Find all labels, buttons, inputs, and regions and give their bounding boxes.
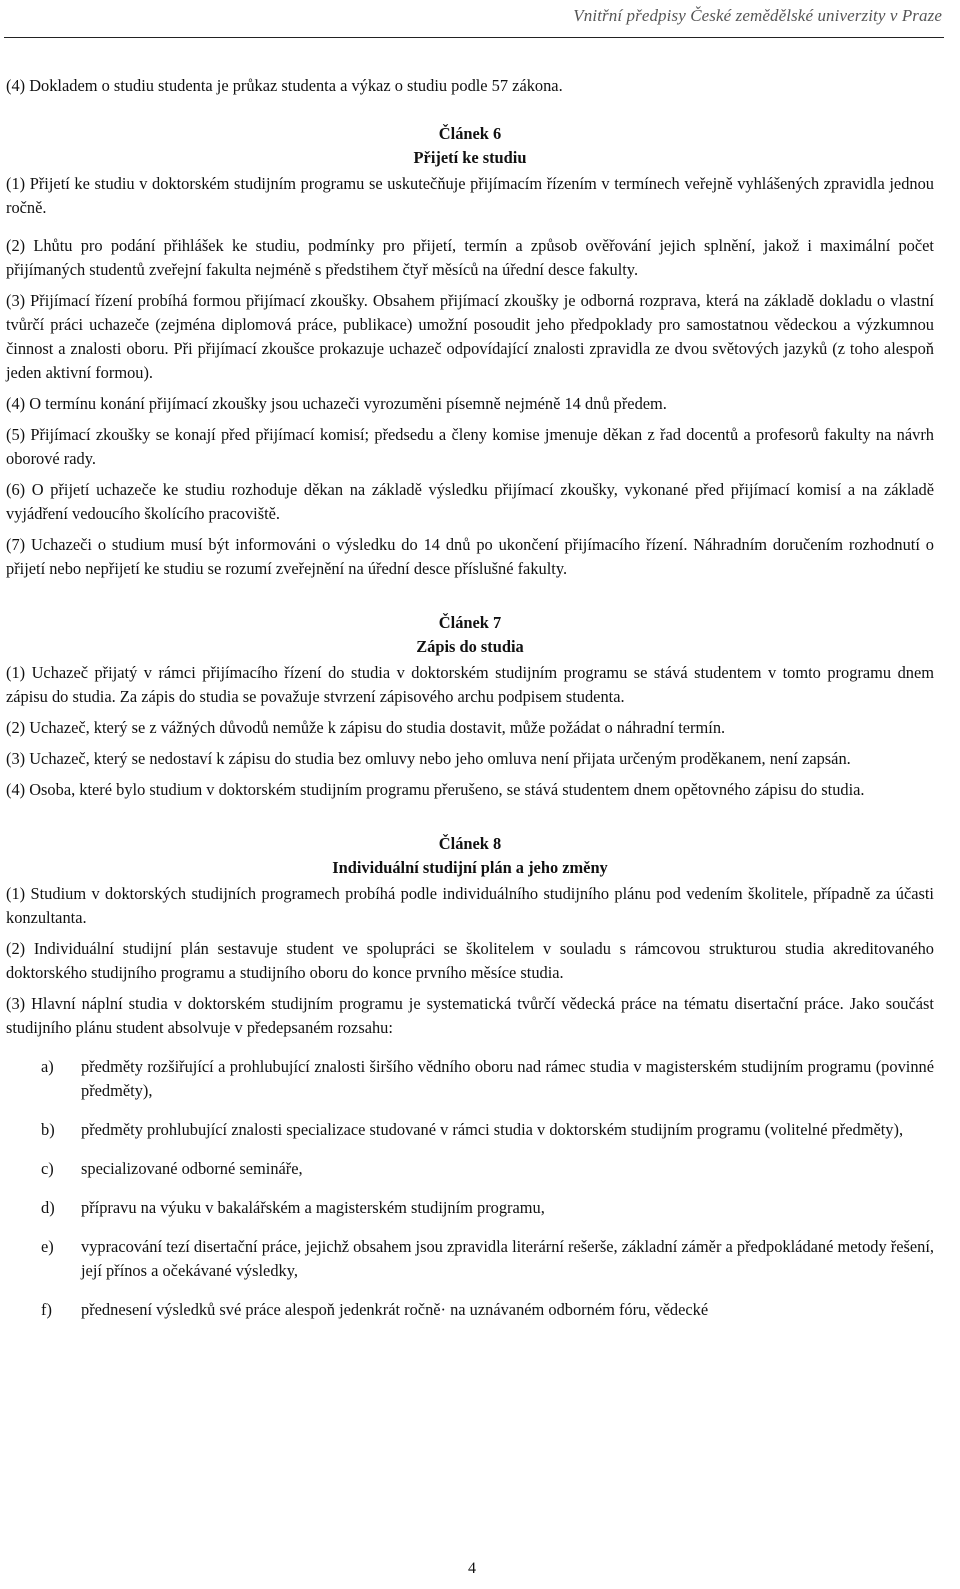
paragraph: (5) Přijímací zkoušky se konají před přijímací komisí; předsedu a členy komise jmenuje děkan z řad docentů a profesorů fakulty na návrh oborové rady. bbox=[6, 425, 934, 468]
article-title: Přijetí ke studiu bbox=[413, 148, 527, 167]
paragraph: (7) Uchazeči o studium musí být informováni o výsledku do 14 dnů po ukončení přijímacího řízení. Náhradním doručením rozhodnutí o přijetí nebo nepřijetí ke studiu se rozumí zveřejnění na úřední desce příslušné fakulty. bbox=[6, 535, 934, 578]
article-title: Individuální studijní plán a jeho změny bbox=[332, 858, 608, 877]
header-divider bbox=[4, 37, 944, 38]
paragraph: (3) Uchazeč, který se nedostaví k zápisu do studia bez omluvy nebo jeho omluva není přijata určeným proděkanem, není zapsán. bbox=[6, 749, 851, 768]
list-item-text: specializované odborné semináře, bbox=[81, 1159, 303, 1178]
list-marker: f) bbox=[41, 1300, 52, 1319]
running-header: Vnitřní předpisy České zemědělské univerzity v Praze bbox=[573, 6, 942, 25]
article-heading: Článek 6 bbox=[438, 124, 502, 143]
article-7 bbox=[6, 611, 934, 802]
article-title: Zápis do studia bbox=[416, 637, 524, 656]
list-item-text: vypracování tezí disertační práce, jejichž obsahem jsou zpravidla literární rešerše, základní záměr a předpokládané metody řešení, její přínos a očekávané výsledky, bbox=[81, 1237, 934, 1280]
list-item bbox=[6, 1055, 934, 1103]
list-item-text: předměty rozšiřující a prohlubující znalosti širšího vědního oboru nad rámec studia v magisterském studijním programu (povinné předměty), bbox=[81, 1057, 934, 1100]
list-item-text: přednesení výsledků své práce alespoň jedenkrát ročně· na uznávaném odborném fóru, vědecké bbox=[81, 1300, 709, 1319]
paragraph: (2) Lhůtu pro podání přihlášek ke studiu, podmínky pro přijetí, termín a způsob ověřování jejich splnění, jakož i maximální počet přijímaných studentů zveřejní fakulta nejméně s předstihem čtyř měsíců na úřední desce fakulty. bbox=[6, 236, 934, 279]
paragraph: (4) Dokladem o studiu studenta je průkaz studenta a výkaz o studiu podle 57 zákona. bbox=[6, 76, 563, 95]
paragraph: (1) Uchazeč přijatý v rámci přijímacího řízení do studia v doktorském studijním programu se stává studentem v tomto programu dnem zápisu do studia. Za zápis do studia se považuje stvrzení zápisového archu podpisem studenta. bbox=[6, 663, 934, 706]
list-item bbox=[6, 1196, 934, 1220]
paragraph: (4) Osoba, které bylo studium v doktorském studijním programu přerušeno, se stává studentem dnem opětovného zápisu do studia. bbox=[6, 780, 865, 799]
list-marker: d) bbox=[41, 1198, 55, 1217]
paragraph: (3) Přijímací řízení probíhá formou přijímací zkoušky. Obsahem přijímací zkoušky je odborná rozprava, která na základě dokladu o vlastní tvůrčí práci uchazeče (zejména diplomová práce, publikace) umožní posoudit jeho předpoklady pro samostatnou vědeckou a výzkumnou činnost a znalosti oboru. Při přijímací zkoušce prokazuje uchazeč odpovídající znalosti zpravidla ze dvou světových jazyků (z toho alespoň jeden aktivní formou). bbox=[6, 291, 934, 382]
list-marker: a) bbox=[41, 1057, 54, 1076]
paragraph: (2) Individuální studijní plán sestavuje student ve spolupráci se školitelem v souladu s rámcovou strukturou studia akreditovaného doktorského studijního programu a studijního oboru do konce prvního měsíce studia. bbox=[6, 939, 934, 982]
article-8 bbox=[6, 832, 934, 1322]
list-item bbox=[6, 1118, 934, 1142]
article-heading: Článek 7 bbox=[438, 613, 502, 632]
list-item bbox=[6, 1298, 934, 1322]
list-item-text: přípravu na výuku v bakalářském a magisterském studijním programu, bbox=[81, 1198, 545, 1217]
paragraph: (3) Hlavní náplní studia v doktorském studijním programu je systematická tvůrčí vědecká práce na tématu disertační práce. Jako součást studijního plánu student absolvuje v předepsaném rozsahu: bbox=[6, 994, 934, 1037]
list-marker: b) bbox=[41, 1120, 55, 1139]
paragraph: (1) Studium v doktorských studijních programech probíhá podle individuálního studijního plánu pod vedením školitele, případně za účasti konzultanta. bbox=[6, 884, 934, 927]
list-marker: e) bbox=[41, 1237, 54, 1256]
paragraph: (2) Uchazeč, který se z vážných důvodů nemůže k zápisu do studia dostavit, může požádat o náhradní termín. bbox=[6, 718, 726, 737]
list-item bbox=[6, 1157, 934, 1181]
list-marker: c) bbox=[41, 1159, 54, 1178]
requirements-list bbox=[6, 1055, 934, 1322]
page-number: 4 bbox=[468, 1560, 476, 1577]
document-body bbox=[6, 74, 934, 1337]
article-6 bbox=[6, 122, 934, 581]
paragraph: (4) O termínu konání přijímací zkoušky jsou uchazeči vyrozuměni písemně nejméně 14 dnů předem. bbox=[6, 394, 667, 413]
article-heading: Článek 8 bbox=[438, 834, 502, 853]
list-item bbox=[6, 1235, 934, 1283]
paragraph: (6) O přijetí uchazeče ke studiu rozhoduje děkan na základě výsledku přijímací zkoušky, vykonané před přijímací komisí a na základě vyjádření vedoucího školícího pracoviště. bbox=[6, 480, 934, 523]
paragraph: (1) Přijetí ke studiu v doktorském studijním programu se uskutečňuje přijímacím řízením v termínech veřejně vyhlášených zpravidla jednou ročně. bbox=[6, 174, 934, 217]
list-item-text: předměty prohlubující znalosti specializace studované v rámci studia v doktorském studijním programu (volitelné předměty), bbox=[81, 1120, 904, 1139]
